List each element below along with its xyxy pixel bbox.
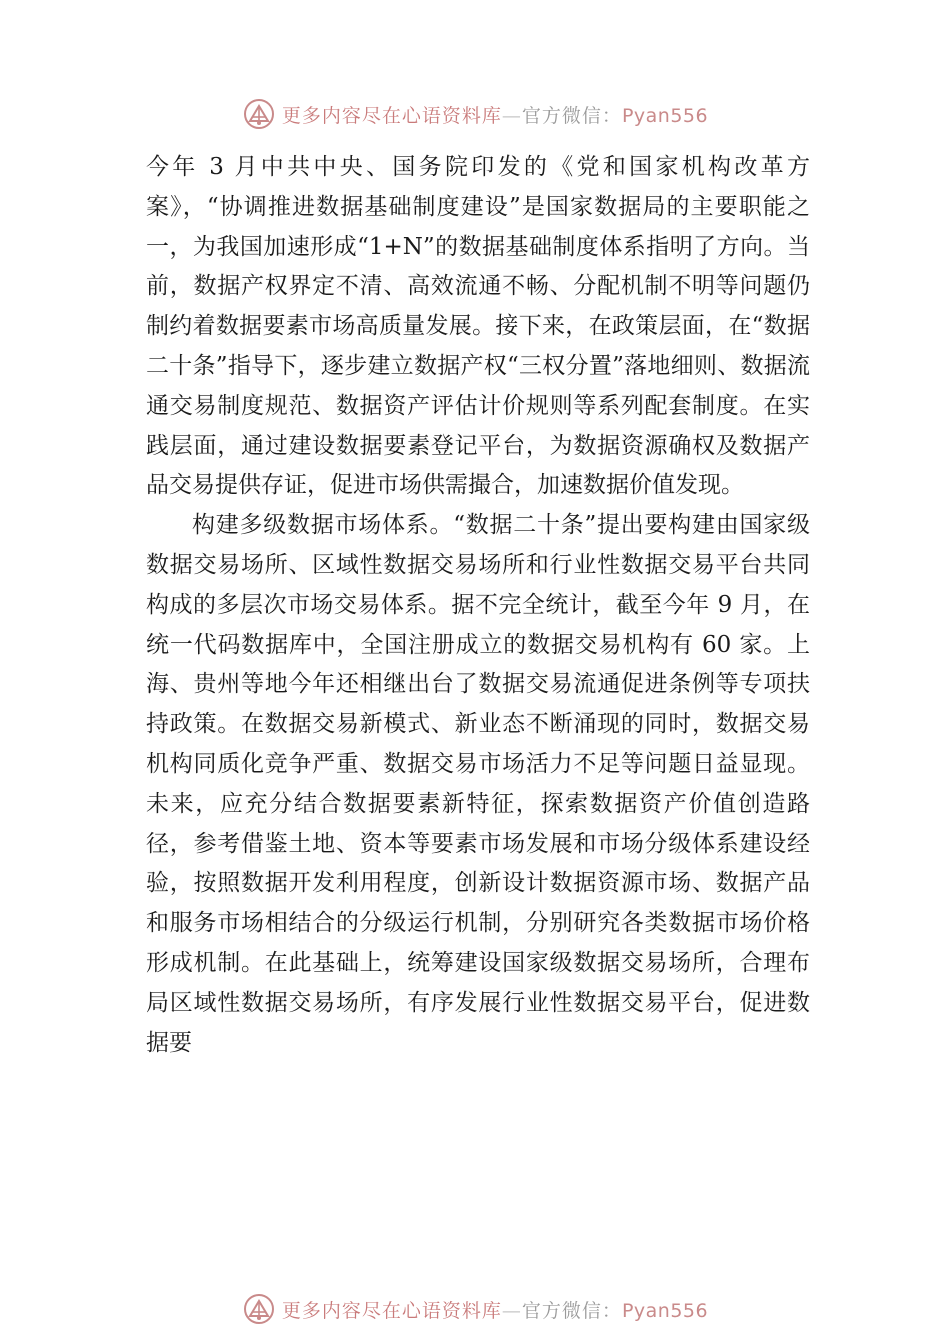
fan-seal-icon — [242, 97, 276, 131]
watermark-separator: — — [501, 1299, 522, 1322]
watermark-official: 官方微信： — [521, 104, 622, 127]
watermark-site: 更多内容尽在心语资料库 — [281, 104, 502, 127]
watermark-separator: — — [501, 104, 522, 127]
paragraph-2: 构建多级数据市场体系。“数据二十条”提出要构建由国家级数据交易场所、区域性数据交易场所和行业性数据交易平台共同构成的多层次市场交易体系。据不完全统计，截至今年 9 月，在统一代码数据库中，全国注册成立的数据交易机构有 60 家。上海、贵州等地今年还相继出台了数据交易流通促进条例等专项扶持政策。在数据交易新模式、新业态不断涌现的同时，数据交易机构同质化竞争严重、数据交易市场活力不足等问题日益显现。未来，应充分结合数据要素新特征，探索数据资产价值创造路径，参考借鉴土地、资本等要素市场发展和市场分级体系建设经验，按照数据开发利用程度，创新设计数据资源市场、数据产品和服务市场相结合的分级运行机制，分别研究各类数据市场价格形成机制。在此基础上，统筹建设国家级数据交易场所，合理布局区域性数据交易场所，有序发展行业性数据交易平台，促进数据要 — [146, 512, 810, 1056]
article-body — [146, 148, 810, 1063]
watermark-site: 更多内容尽在心语资料库 — [281, 1299, 502, 1322]
footer-watermark — [0, 1287, 950, 1331]
watermark-handle: Pyan556 — [621, 1299, 709, 1322]
watermark-handle: Pyan556 — [621, 104, 709, 127]
watermark-text — [282, 1296, 708, 1323]
paragraph-1: 今年 3 月中共中央、国务院印发的《党和国家机构改革方案》，“协调推进数据基础制度建设”是国家数据局的主要职能之一，为我国加速形成“1+N”的数据基础制度体系指明了方向。当前，数据产权界定不清、高效流通不畅、分配机制不明等问题仍制约着数据要素市场高质量发展。接下来，在政策层面，在“数据二十条”指导下，逐步建立数据产权“三权分置”落地细则、数据流通交易制度规范、数据资产评估计价规则等系列配套制度。在实践层面，通过建设数据要素登记平台，为数据资源确权及数据产品交易提供存证，促进市场供需撮合，加速数据价值发现。 — [146, 154, 810, 499]
fan-seal-icon — [242, 1292, 276, 1326]
watermark-text — [282, 101, 708, 128]
watermark-official: 官方微信： — [521, 1299, 622, 1322]
header-watermark — [0, 92, 950, 136]
